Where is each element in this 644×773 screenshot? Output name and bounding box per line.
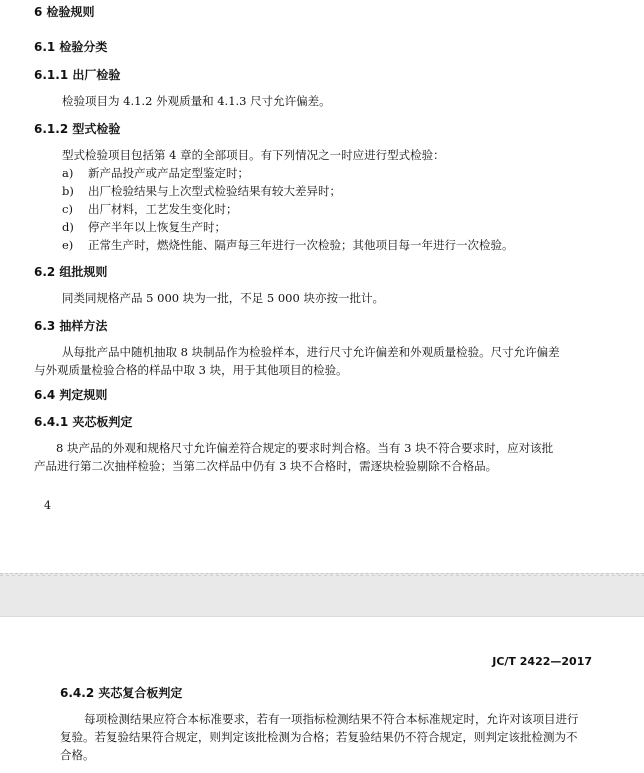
page-number: 4	[44, 499, 51, 512]
section-6-1-title: 6.1 检验分类	[34, 40, 108, 54]
section-6-title: 6 检验规则	[34, 5, 95, 19]
section-6-3-text-line1: 从每批产品中随机抽取 8 块制品作为检验样本，进行尺寸允许偏差和外观质量检验。尺寸允许偏差	[62, 345, 560, 359]
list-item-text: 新产品投产或产品定型鉴定时；	[88, 166, 249, 180]
list-item-text: 出厂检验结果与上次型式检验结果有较大差异时；	[88, 184, 341, 198]
section-6-1-2-intro: 型式检验项目包括第 4 章的全部项目。有下列情况之一时应进行型式检验：	[62, 148, 445, 162]
section-6-4-2-title: 6.4.2 夹芯复合板判定	[60, 686, 183, 700]
section-6-4-2-text-line2: 复验。若复验结果符合规定，则判定该批检测为合格；若复验结果仍不符合规定，则判定该批检测为不	[60, 730, 578, 744]
list-item	[62, 219, 226, 235]
list-item-label: b)	[62, 184, 74, 198]
page-separator	[0, 573, 644, 617]
list-item-text: 停产半年以上恢复生产时；	[88, 220, 226, 234]
section-6-1-1-title: 6.1.1 出厂检验	[34, 68, 121, 82]
list-item-label: a)	[62, 166, 74, 180]
list-item-label: d)	[62, 220, 74, 234]
section-6-4-2-text-line1: 每项检测结果应符合本标准要求，若有一项指标检测结果不符合本标准规定时，允许对该项目进行	[84, 712, 579, 726]
list-item	[62, 201, 238, 217]
section-6-4-title: 6.4 判定规则	[34, 388, 108, 402]
section-6-4-1-title: 6.4.1 夹芯板判定	[34, 415, 133, 429]
section-6-2-text: 同类同规格产品 5 000 块为一批，不足 5 000 块亦按一批计。	[62, 291, 384, 305]
list-item	[62, 183, 341, 199]
list-item-label: c)	[62, 202, 73, 216]
section-6-4-2-text-line3: 合格。	[60, 748, 95, 762]
list-item-text: 出厂材料，工艺发生变化时；	[88, 202, 238, 216]
section-6-4-1-text-line1: 8 块产品的外观和规格尺寸允许偏差符合规定的要求时判合格。当有 3 块不符合要求时，应对该批	[56, 441, 554, 455]
list-item-text: 正常生产时，燃烧性能、隔声每三年进行一次检验；其他项目每一年进行一次检验。	[88, 238, 514, 252]
list-item-label: e)	[62, 238, 74, 252]
section-6-4-1-text-line2: 产品进行第二次抽样检验；当第二次样品中仍有 3 块不合格时，需逐块检验剔除不合格品。	[34, 459, 498, 473]
section-6-3-text-line2: 与外观质量检验合格的样品中取 3 块，用于其他项目的检验。	[34, 363, 348, 377]
section-6-2-title: 6.2 组批规则	[34, 265, 108, 279]
section-6-1-2-title: 6.1.2 型式检验	[34, 122, 121, 136]
standard-code: JC/T 2422—2017	[492, 655, 592, 668]
list-item	[62, 237, 514, 253]
list-item	[62, 165, 249, 181]
section-6-1-1-text: 检验项目为 4.1.2 外观质量和 4.1.3 尺寸允许偏差。	[62, 94, 331, 108]
section-6-3-title: 6.3 抽样方法	[34, 319, 108, 333]
